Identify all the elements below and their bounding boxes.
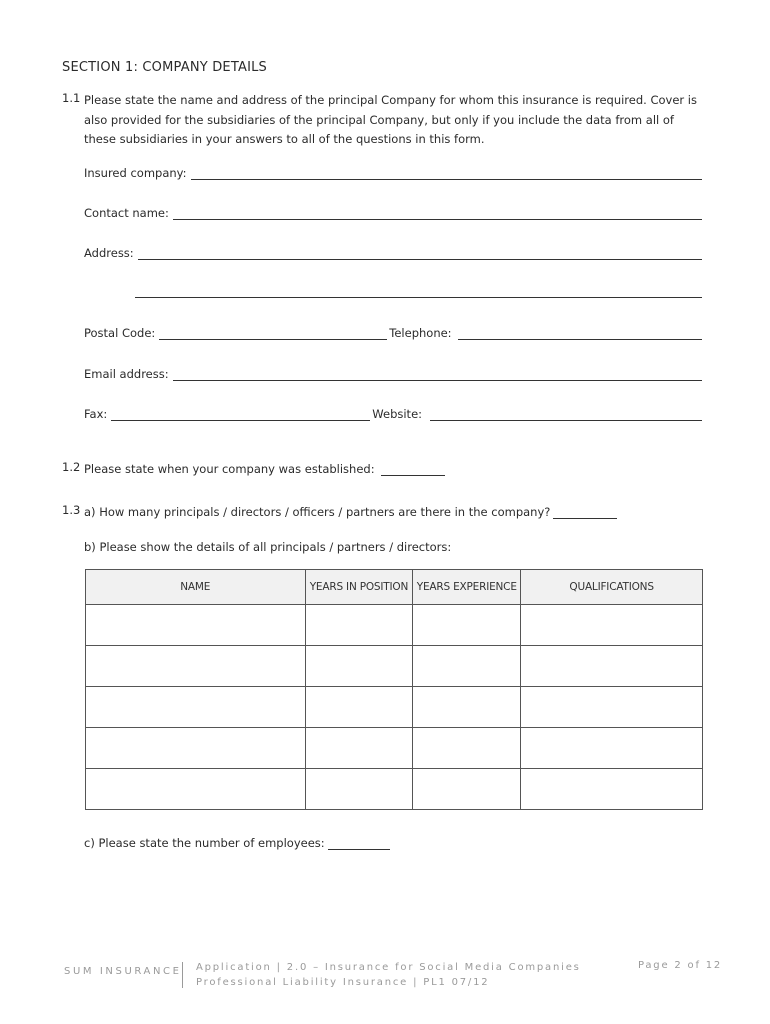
footer-brand: SUM INSURANCE bbox=[64, 966, 182, 977]
footer-line-2: Professional Liability Insurance | PL1 07/12 bbox=[196, 977, 490, 988]
address-input-line-1[interactable] bbox=[138, 247, 702, 260]
insured-company-label: Insured company: bbox=[84, 166, 187, 180]
fax-label: Fax: bbox=[84, 407, 108, 421]
principals-table bbox=[85, 569, 703, 810]
postal-telephone-row bbox=[84, 324, 702, 340]
years-experience-cell[interactable] bbox=[413, 687, 521, 728]
qualifications-cell[interactable] bbox=[521, 605, 703, 646]
postal-code-label: Postal Code: bbox=[84, 326, 156, 340]
website-label: Website: bbox=[372, 407, 423, 421]
header-qualifications: QUALIFICATIONS bbox=[521, 570, 703, 605]
address-field[interactable] bbox=[84, 244, 702, 260]
section-title: SECTION 1: COMPANY DETAILS bbox=[62, 60, 267, 75]
principals-details-label: b) Please show the details of all principals / partners / directors: bbox=[84, 540, 452, 554]
table-row bbox=[86, 728, 703, 769]
years-in-position-cell[interactable] bbox=[305, 646, 413, 687]
name-cell[interactable] bbox=[86, 646, 306, 687]
qualifications-cell[interactable] bbox=[521, 728, 703, 769]
employees-label: c) Please state the number of employees: bbox=[84, 836, 325, 850]
years-experience-cell[interactable] bbox=[413, 605, 521, 646]
years-experience-cell[interactable] bbox=[413, 646, 521, 687]
established-label: Please state when your company was established: bbox=[84, 462, 375, 476]
qualifications-cell[interactable] bbox=[521, 769, 703, 810]
table-header-row bbox=[86, 570, 703, 605]
name-cell[interactable] bbox=[86, 769, 306, 810]
table-row bbox=[86, 687, 703, 728]
footer-divider bbox=[182, 962, 183, 988]
name-cell[interactable] bbox=[86, 687, 306, 728]
postal-code-input-line[interactable] bbox=[159, 327, 387, 340]
table-row bbox=[86, 646, 703, 687]
footer-line-1: Application | 2.0 – Insurance for Social Media Companies bbox=[196, 962, 581, 973]
header-years-experience: YEARS EXPERIENCE bbox=[413, 570, 521, 605]
principals-count-field bbox=[84, 503, 617, 519]
email-label: Email address: bbox=[84, 367, 169, 381]
contact-name-field[interactable] bbox=[84, 204, 702, 220]
name-cell[interactable] bbox=[86, 605, 306, 646]
established-field bbox=[84, 460, 445, 476]
insured-company-field[interactable] bbox=[84, 164, 702, 180]
header-name: NAME bbox=[86, 570, 306, 605]
insured-company-input-line[interactable] bbox=[191, 167, 702, 180]
page-number: Page 2 of 12 bbox=[638, 960, 723, 971]
header-years-in-position: YEARS IN POSITION bbox=[305, 570, 413, 605]
qualifications-cell[interactable] bbox=[521, 646, 703, 687]
name-cell[interactable] bbox=[86, 728, 306, 769]
established-input-line[interactable] bbox=[381, 463, 445, 476]
years-experience-cell[interactable] bbox=[413, 769, 521, 810]
question-number: 1.3 bbox=[62, 503, 81, 517]
fax-website-row bbox=[84, 405, 702, 421]
email-field[interactable] bbox=[84, 365, 702, 381]
employees-input-line[interactable] bbox=[328, 837, 390, 850]
years-experience-cell[interactable] bbox=[413, 728, 521, 769]
address-label: Address: bbox=[84, 246, 134, 260]
table-row bbox=[86, 769, 703, 810]
email-input-line[interactable] bbox=[173, 368, 702, 381]
contact-name-input-line[interactable] bbox=[173, 207, 702, 220]
footer-document-info bbox=[196, 960, 581, 990]
telephone-input-line[interactable] bbox=[458, 327, 702, 340]
table-row bbox=[86, 605, 703, 646]
years-in-position-cell[interactable] bbox=[305, 687, 413, 728]
contact-name-label: Contact name: bbox=[84, 206, 169, 220]
address-input-line-2[interactable] bbox=[135, 285, 702, 298]
fax-input-line[interactable] bbox=[111, 408, 370, 421]
website-input-line[interactable] bbox=[430, 408, 702, 421]
question-number: 1.1 bbox=[62, 91, 81, 105]
principals-count-input-line[interactable] bbox=[553, 506, 617, 519]
question-text: Please state the name and address of the principal Company for whom this insurance is required. Cover is also provided for the subsidiaries of the principal Company, but only if you include the data from all of these subsidiaries in your answers to all of the questions in this form. bbox=[84, 93, 697, 146]
qualifications-cell[interactable] bbox=[521, 687, 703, 728]
years-in-position-cell[interactable] bbox=[305, 728, 413, 769]
question-number: 1.2 bbox=[62, 460, 81, 474]
years-in-position-cell[interactable] bbox=[305, 769, 413, 810]
employees-field bbox=[84, 834, 390, 850]
telephone-label: Telephone: bbox=[389, 326, 452, 340]
principals-count-label: a) How many principals / directors / officers / partners are there in the company? bbox=[84, 505, 551, 519]
years-in-position-cell[interactable] bbox=[305, 605, 413, 646]
